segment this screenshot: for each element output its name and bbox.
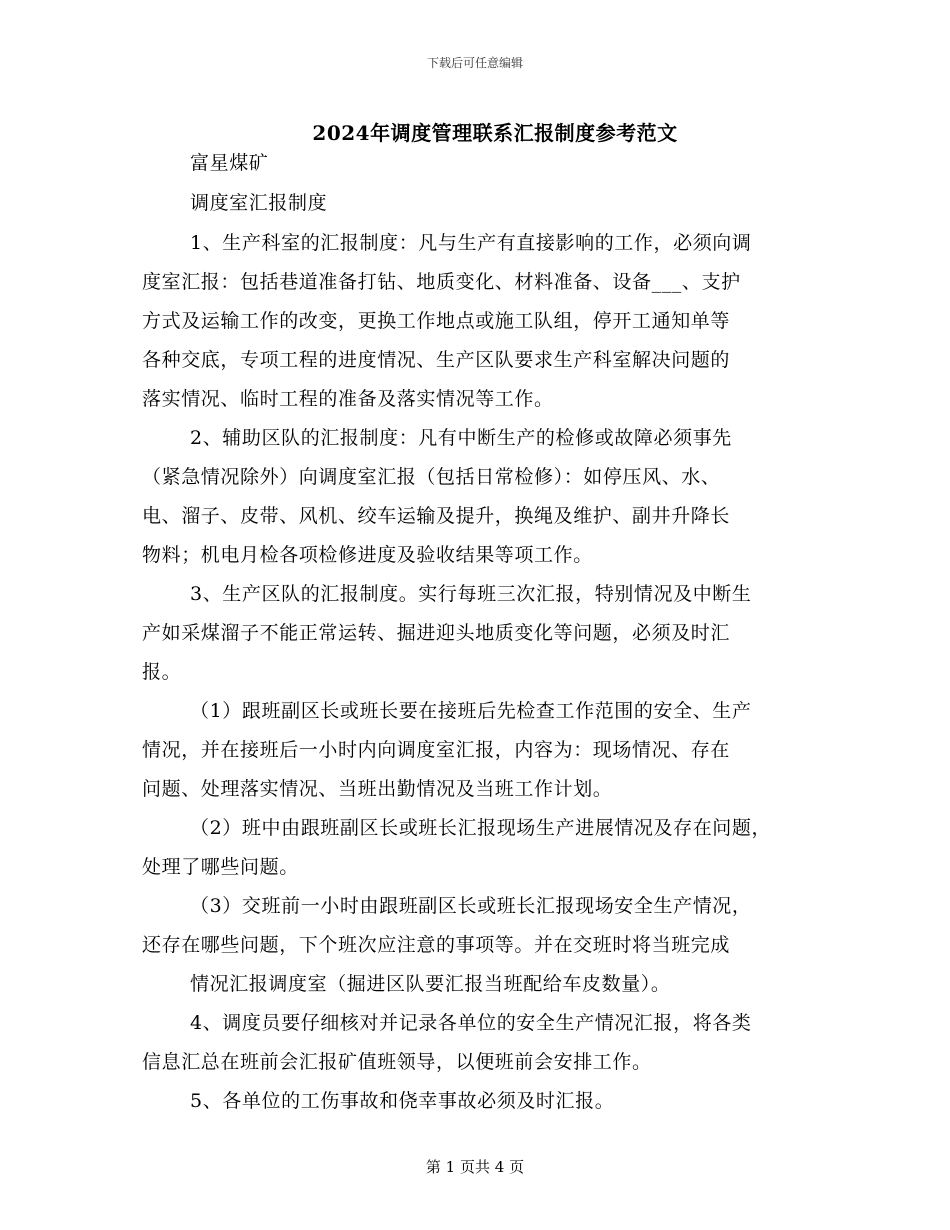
- text-line: （2）班中由跟班副区长或班长汇报现场生产进展情况及存在问题，: [190, 817, 772, 839]
- text-line: 处理了哪些问题。: [142, 856, 299, 878]
- text-line: 报。: [142, 661, 182, 683]
- text-line: 物料；机电月检各项检修进度及验收结果等项工作。: [142, 544, 593, 566]
- text-line: 调度室汇报制度: [190, 192, 328, 214]
- text-line: 方式及运输工作的改变，更换工作地点或施工队组，停开工通知单等: [142, 310, 731, 332]
- text-line: 产如采煤溜子不能正常运转、掘进迎头地质变化等问题，必须及时汇: [142, 622, 731, 644]
- header-note: 下载后可任意编辑: [426, 56, 523, 70]
- text-line: （3）交班前一小时由跟班副区长或班长汇报现场安全生产情况，: [190, 895, 752, 917]
- text-line: 信息汇总在班前会汇报矿值班领导，以便班前会安排工作。: [142, 1051, 652, 1073]
- page-footer: 第 1 页共 4 页: [425, 1158, 525, 1176]
- text-line: 情况，并在接班后一小时内向调度室汇报，内容为：现场情况、存在: [142, 739, 731, 761]
- text-line: （紧急情况除外）向调度室汇报（包括日常检修）：如停压风、水、: [142, 466, 721, 488]
- text-line: 3、生产区队的汇报制度。实行每班三次汇报，特别情况及中断生: [190, 583, 752, 605]
- text-line: 情况汇报调度室（掘进区队要汇报当班配给车皮数量）。: [190, 973, 671, 995]
- text-line: 问题、处理落实情况、当班出勤情况及当班工作计划。: [142, 778, 613, 800]
- text-line: 4、调度员要仔细核对并记录各单位的安全生产情况汇报，将各类: [190, 1012, 752, 1034]
- text-line: 1、生产科室的汇报制度：凡与生产有直接影响的工作，必须向调: [190, 232, 752, 254]
- text-line: 富星煤矿: [190, 152, 269, 174]
- text-line: 5、各单位的工伤事故和侥幸事故必须及时汇报。: [190, 1090, 615, 1112]
- text-line: 度室汇报：包括巷道准备打钻、地质变化、材料准备、设备___、支护: [142, 271, 741, 293]
- text-line: （1）跟班副区长或班长要在接班后先检查工作范围的安全、生产: [190, 700, 752, 722]
- text-line: 电、溜子、皮带、风机、绞车运输及提升，换绳及维护、副井升降长: [142, 505, 731, 527]
- text-line: 各种交底，专项工程的进度情况、生产区队要求生产科室解决问题的: [142, 349, 731, 371]
- text-line: 落实情况、临时工程的准备及落实情况等工作。: [142, 388, 554, 410]
- text-line: 2、辅助区队的汇报制度：凡有中断生产的检修或故障必须事先: [190, 427, 732, 449]
- text-line: 还存在哪些问题，下个班次应注意的事项等。并在交班时将当班完成: [142, 934, 731, 956]
- document-title: 2024年调度管理联系汇报制度参考范文: [312, 121, 678, 145]
